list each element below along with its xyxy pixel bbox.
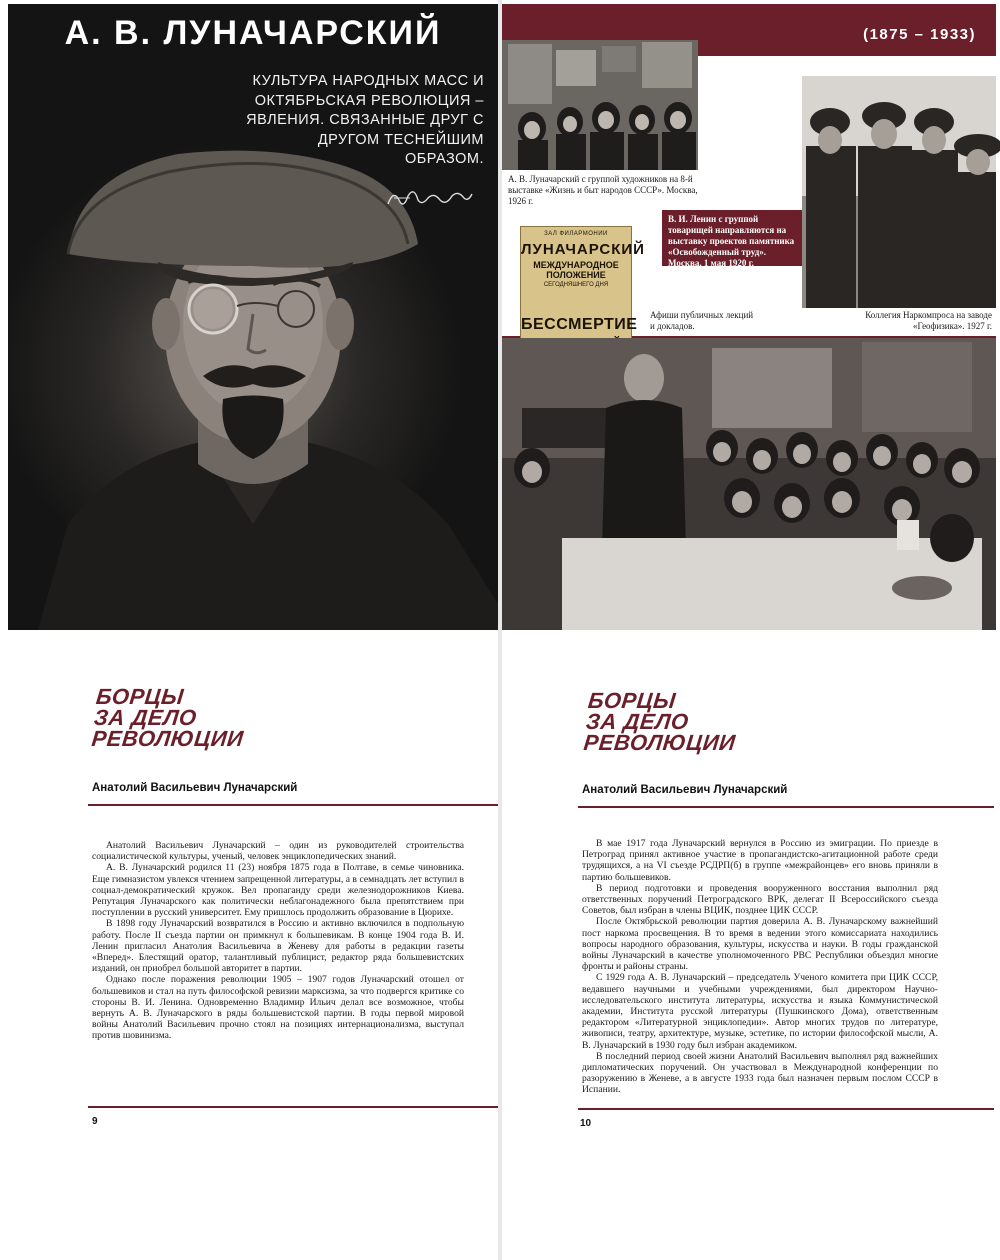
- portrait-page: [8, 4, 498, 630]
- paragraph: А. В. Луначарский родился 11 (23) ноября 1875 года в Полтаве, в семье чиновника. Еще гимназистом увлекся чтением запрещенной литературы, а в семнадцать лет вступил в социал-демократический кружок. Вел пропаганду среди железнодорожников Киева. Репутация Луначарского как политически неблагонадежного была препятствием при поступлении в русский университет. Ему пришлось продолжить образование в Цюрихе.: [92, 862, 464, 919]
- poster-line-2: ЛУНАЧАРСКИЙ: [521, 241, 645, 258]
- paragraph: В последний период своей жизни Анатолий Васильевич выполнял ряд важнейших дипломатических поручений. Он участвовал в Международной конференции по разоружению в Женеве, а в августе 1933 года был назначен первым послом СССР в Испании.: [582, 1050, 938, 1096]
- collage-page: [502, 4, 996, 630]
- portrait-title: А. В. ЛУНАЧАРСКИЙ: [64, 14, 442, 52]
- heading-line-3: РЕВОЛЮЦИИ: [582, 730, 737, 755]
- heading-line-3: РЕВОЛЮЦИИ: [90, 726, 245, 751]
- paragraph: С 1929 года А. В. Луначарский – председатель Ученого комитета при ЦИК СССР, ведавшего научными и учебными учреждениями, был директором Научно-исследовательского института литературы, искусства и языка Коммунистической академии, Института русской литературы (Пушкинского Дома), ответственным редактором «Литературной энциклопедии». Автор многих трудов по литературе, живописи, театру, архитектуре, музыке, эстетике, по истории философской мысли, А. В. Луначарский в 1930 году был избран академиком.: [582, 972, 938, 1051]
- poster-line-5: БЕССМЕРТИЕ: [521, 316, 638, 333]
- article-body: [92, 840, 464, 1042]
- poster-line-3: МЕЖДУНАРОДНОЕ ПОЛОЖЕНИЕ: [533, 260, 619, 280]
- paragraph: Анатолий Васильевич Луначарский – один из руководителей строительства социалистической культуры, ученый, человек энциклопедических знаний.: [92, 840, 464, 863]
- page-number: 10: [580, 1118, 592, 1129]
- paragraph: Однако после поражения революции 1905 – 1907 годов Луначарский отошел от большевиков и стал на путь философской ревизии марксизма, за что подвергся критике со стороны В. И. Ленина. Одновременно Владимир Ильич делал все возможное, чтобы вернуть А. В. Луначарского в ряды большевистской партии. В годы первой мировой войны Анатолий Васильевич прочно стоял на позициях интернационализма, выступал против шовинизма.: [92, 974, 464, 1042]
- author-rule: [578, 806, 994, 808]
- poster-line-4: СЕГОДНЯШНЕГО ДНЯ: [543, 282, 609, 288]
- heading-line-2: ЗА ДЕЛО: [92, 705, 199, 730]
- page-number: 9: [92, 1116, 98, 1127]
- author-name: Анатолий Васильевич Луначарский: [582, 784, 788, 796]
- paragraph: В мае 1917 года Луначарский вернулся в Россию из эмиграции. По приезде в Петроград принял активное участие в пропагандистско-агитационной работе среди трудящихся, а на VI съезде РСДРП(б) в группе «межрайонцев» его вновь приняли в партию большевиков.: [582, 838, 938, 883]
- page-heading: [583, 690, 741, 753]
- author-rule: [88, 804, 498, 806]
- poster-line-1: ЗАЛ ФИЛАРМОНИИ: [544, 231, 608, 237]
- lenin-group-photo: [802, 76, 996, 308]
- article-body: [582, 838, 938, 1096]
- paragraph: После Октябрьской революции партия доверила А. В. Луначарскому важнейший пост наркома просвещения. В то время в ведении этого комиссариата находились вопросы народного образования, культуры, искусства и науки. В годы гражданской войны Луначарский в качестве уполномоченного РВС Республики объездил многие фронты и районы страны.: [582, 916, 938, 973]
- heading-line-2: ЗА ДЕЛО: [584, 709, 691, 734]
- artists-exhibition-photo: [502, 40, 698, 170]
- page-heading: [91, 686, 249, 749]
- lunacharsky-quote: КУЛЬТУРА НАРОДНЫХ МАСС И ОКТЯБРЬСКАЯ РЕВОЛЮЦИЯ – ЯВЛЕНИЯ. СВЯЗАННЫЕ ДРУГ С ДРУГОМ ТЕСНЕЙШИМ ОБРАЗОМ.: [246, 73, 484, 167]
- artists-caption: А. В. Луначарский с группой художников на 8-й выставке «Жизнь и быт народов СССР». Москва, 1926 г.: [508, 174, 698, 206]
- posters-caption: Афиши публичных лекций и докладов.: [650, 310, 754, 331]
- collegium-caption: Коллегия Наркомпроса на заводе «Геофизика». 1927 г.: [865, 310, 992, 331]
- paragraph: В период подготовки и проведения вооруженного восстания выполнил ряд ответственных поручений Петроградского ВРК, делегат II Всероссийского съезда Советов, был избран в члены ВЦИК, позднее ЦИК СССР.: [582, 882, 938, 917]
- author-name: Анатолий Васильевич Луначарский: [92, 782, 298, 794]
- life-years: (1875 – 1933): [863, 26, 976, 43]
- paragraph: В 1898 году Луначарский возвратился в Россию и активно включился в подпольную работу. После II съезда партии он примкнул к большевикам. В конце 1904 года В. И. Ленин пригласил Анатолия Васильевича в Женеву для работы в редакции газеты «Вперед». Блестящий оратор, талантливый публицист, редактор ряда большевистских изданий, он приобрел большой авторитет в партии.: [92, 918, 464, 975]
- lenin-caption: В. И. Ленин с группой товарищей направляются на выставку проектов памятника «Освобожденный труд». Москва, 1 мая 1920 г.: [668, 214, 795, 268]
- heading-line-1: БОРЦЫ: [94, 684, 186, 709]
- signature-image: [384, 184, 476, 210]
- footer-rule: [578, 1108, 994, 1110]
- text-page-left: [8, 634, 498, 1256]
- footer-rule: [88, 1106, 498, 1108]
- collegium-meeting-photo: [502, 338, 996, 630]
- heading-line-1: БОРЦЫ: [586, 688, 678, 713]
- text-page-right: [502, 634, 996, 1256]
